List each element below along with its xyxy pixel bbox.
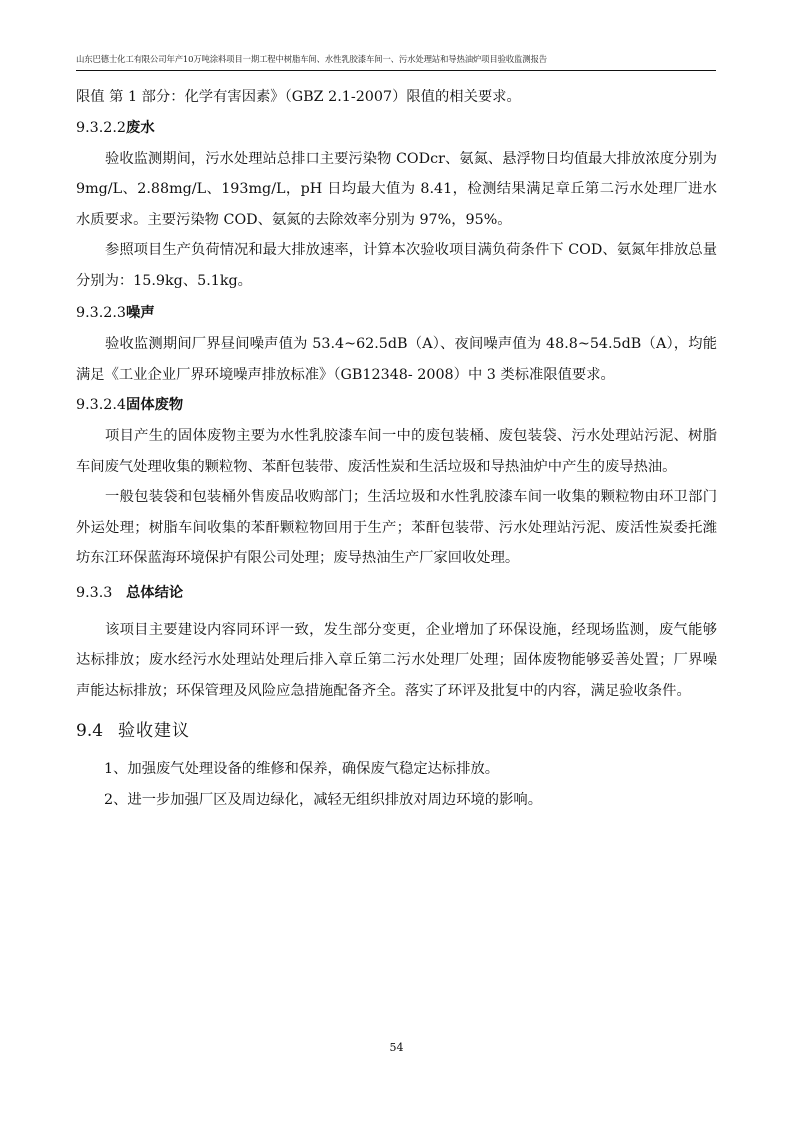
section-heading-9-3-3 — [76, 578, 717, 609]
section-number: 9.3.2.2 — [76, 119, 127, 136]
wastewater-paragraph-2: 参照项目生产负荷情况和最大排放速率，计算本次验收项目满负荷条件下 COD、氨氮年排放总量分别为：15.9kg、5.1kg。 — [76, 242, 717, 289]
recommendation-item: 2、进一步加强厂区及周边绿化，减轻无组织排放对周边环境的影响。 — [104, 791, 542, 808]
section-title: 废水 — [126, 119, 155, 136]
section-number: 9.3.2.3 — [76, 305, 127, 321]
page-content — [76, 82, 717, 815]
solid-waste-paragraph-1: 项目产生的固体废物主要为水性乳胶漆车间一中的废包装桶、废包装袋、污水处理站污泥、树脂车间废气处理收集的颗粒物、苯酐包装带、废活性炭和生活垃圾和导热油炉中产生的废导热油。 — [76, 428, 717, 475]
section-number: 9.3.2.4 — [76, 397, 127, 413]
header-rule — [76, 70, 716, 71]
running-header: 山东巴德士化工有限公司年产10万吨涂料项目一期工程中树脂车间、水性乳胶漆车间一、污水处理站和导热油炉项目验收监测报告 — [76, 54, 547, 64]
page-number: 54 — [389, 1041, 404, 1054]
conclusion-paragraph: 该项目主要建设内容同环评一致，发生部分变更，企业增加了环保设施，经现场监测，废气能够达标排放；废水经污水处理站处理后排入章丘第二污水处理厂处理；固体废物能够妥善处置；厂界噪声能达标排放；环保管理及风险应急措施配备齐全。落实了环评及批复中的内容，满足验收条件。 — [76, 621, 717, 699]
intro-paragraph: 限值 第 1 部分：化学有害因素》（GBZ 2.1-2007）限值的相关要求。 — [76, 89, 521, 105]
wastewater-paragraph-1: 验收监测期间，污水处理站总排口主要污染物 CODcr、氨氮、悬浮物日均值最大排放浓度分别为 9mg/L、2.88mg/L、193mg/L，pH 日均最大值为 8.41，检测结果满足章丘第二污水处理厂进水水质要求。主要污染物 COD、氨氮的去除效率分别为 97%，95%。 — [76, 150, 717, 228]
section-number: 9.3.3 — [76, 584, 113, 601]
noise-paragraph: 验收监测期间厂界昼间噪声值为 53.4~62.5dB（A）、夜间噪声值为 48.8~54.5dB（A），均能满足《工业企业厂界环境噪声排放标准》（GB12348- 2008）中 3 类标准限值要求。 — [76, 336, 717, 383]
section-title: 总体结论 — [126, 584, 184, 601]
recommendation-item: 1、加强废气处理设备的维修和保养，确保废气稳定达标排放。 — [104, 761, 500, 777]
section-heading-9-3-2-4 — [76, 390, 717, 421]
section-heading-9-3-2-3 — [76, 298, 717, 329]
solid-waste-paragraph-2: 一般包装袋和包装桶外售废品收购部门；生活垃圾和水性乳胶漆车间一收集的颗粒物由环卫部门外运处理；树脂车间收集的苯酐颗粒物回用于生产；苯酐包装带、污水处理站污泥、废活性炭委托潍坊东江环保蓝海环境保护有限公司处理；废导热油生产厂家回收处理。 — [76, 489, 717, 566]
section-title: 固体废物 — [126, 397, 184, 413]
section-heading-9-4 — [76, 714, 717, 748]
section-title: 验收建议 — [118, 721, 190, 741]
section-title: 噪声 — [126, 305, 155, 321]
section-number: 9.4 — [76, 721, 104, 741]
section-heading-9-3-2-2 — [76, 113, 717, 144]
